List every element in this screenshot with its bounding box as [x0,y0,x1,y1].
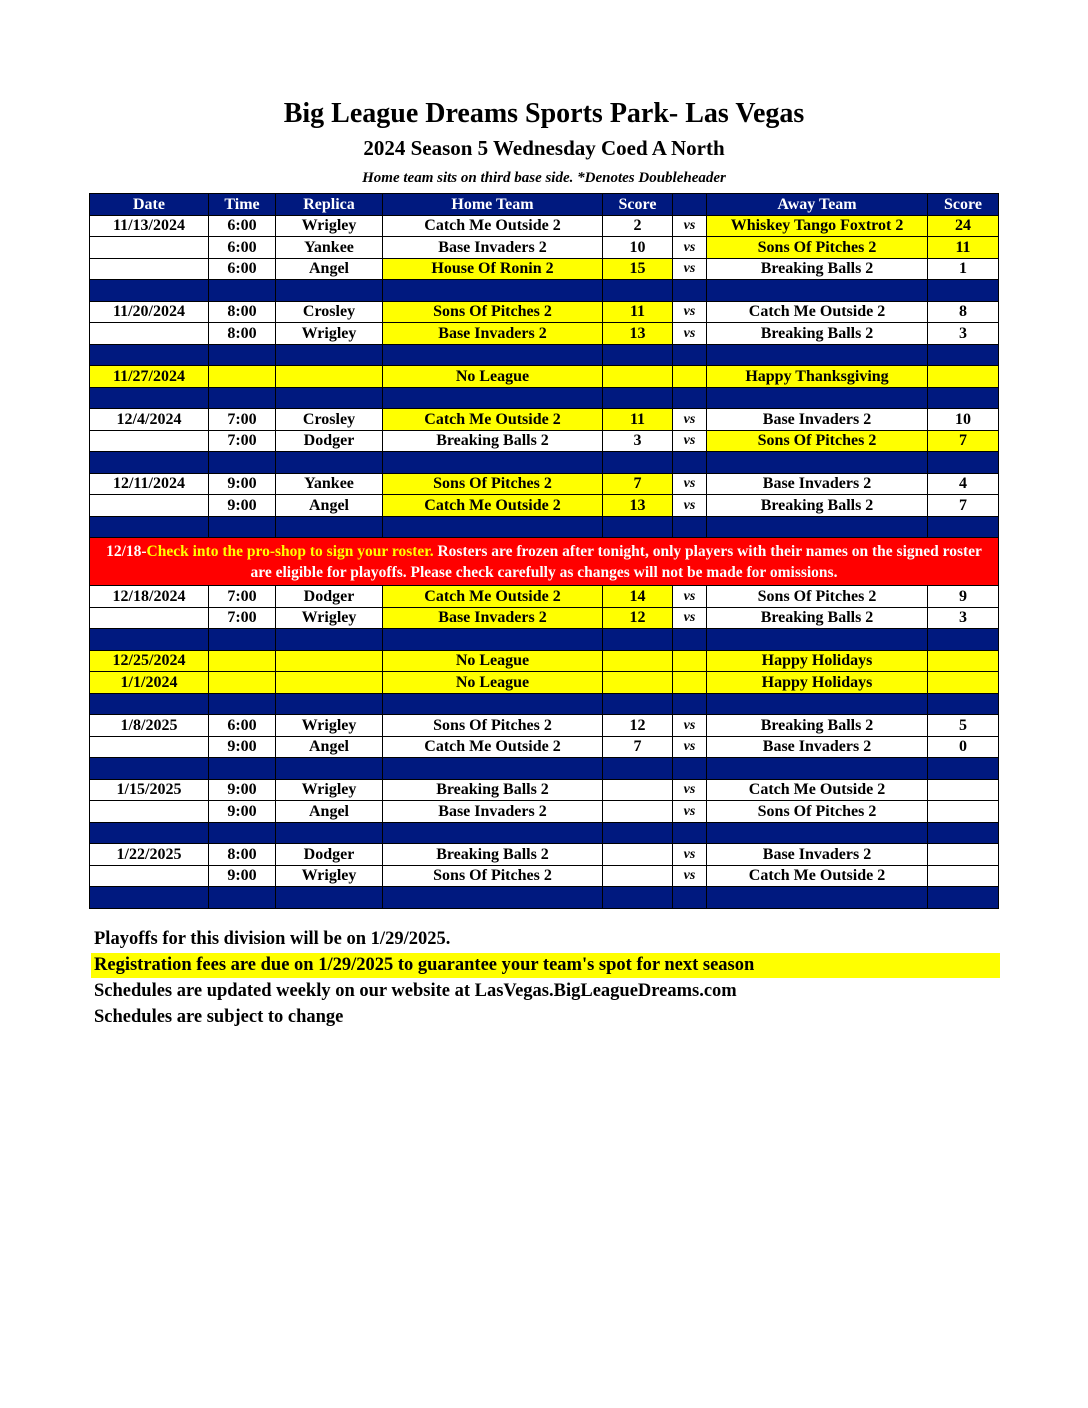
separator-cell [603,887,673,909]
date-cell: 12/4/2024 [90,409,209,431]
separator-cell [209,887,276,909]
separator-cell [603,280,673,302]
separator-cell [90,693,209,715]
home-score-cell [603,672,673,694]
separator-row [90,822,999,844]
date-cell: 11/27/2024 [90,366,209,388]
column-header-home-team: Home Team [383,194,603,216]
separator-cell [383,452,603,474]
separator-cell [928,693,999,715]
game-row [90,215,999,237]
away-score-cell [928,844,999,866]
game-row [90,801,999,823]
time-cell [209,672,276,694]
separator-cell [673,344,707,366]
separator-cell [673,887,707,909]
replica-cell: Crosley [276,409,383,431]
column-header-date: Date [90,194,209,216]
separator-cell [276,280,383,302]
home-team-cell: Catch Me Outside 2 [383,409,603,431]
home-score-cell: 10 [603,237,673,259]
game-row [90,409,999,431]
time-cell: 8:00 [209,301,276,323]
column-header-away-score: Score [928,194,999,216]
separator-cell [209,387,276,409]
schedule-table [89,193,999,909]
away-team-cell: Catch Me Outside 2 [707,865,928,887]
time-cell: 9:00 [209,865,276,887]
vs-cell: vs [673,409,707,431]
vs-cell: vs [673,715,707,737]
vs-cell: vs [673,237,707,259]
vs-cell: vs [673,801,707,823]
home-score-cell: 7 [603,736,673,758]
home-score-cell: 3 [603,430,673,452]
separator-cell [603,516,673,538]
separator-cell [276,516,383,538]
separator-cell [673,280,707,302]
replica-cell: Angel [276,495,383,517]
separator-cell [383,387,603,409]
separator-cell [90,629,209,651]
vs-cell: vs [673,473,707,495]
separator-cell [209,693,276,715]
game-row [90,607,999,629]
time-cell: 9:00 [209,801,276,823]
separator-cell [209,452,276,474]
away-score-cell: 3 [928,607,999,629]
time-cell: 9:00 [209,473,276,495]
home-team-cell: Sons Of Pitches 2 [383,865,603,887]
separator-cell [90,452,209,474]
replica-cell: Wrigley [276,607,383,629]
separator-cell [276,452,383,474]
time-cell: 8:00 [209,844,276,866]
separator-cell [209,516,276,538]
replica-cell: Angel [276,801,383,823]
date-cell: 1/15/2025 [90,779,209,801]
vs-cell: vs [673,323,707,345]
game-row [90,237,999,259]
home-score-cell [603,650,673,672]
separator-cell [209,822,276,844]
separator-cell [383,344,603,366]
separator-cell [673,822,707,844]
game-row [90,301,999,323]
separator-cell [707,887,928,909]
vs-cell: vs [673,736,707,758]
away-team-cell: Catch Me Outside 2 [707,779,928,801]
home-score-cell: 12 [603,715,673,737]
date-cell: 1/1/2024 [90,672,209,694]
separator-row [90,887,999,909]
home-score-cell [603,366,673,388]
separator-cell [276,387,383,409]
separator-cell [603,452,673,474]
roster-notice-row [90,538,999,586]
vs-cell: vs [673,495,707,517]
separator-cell [90,758,209,780]
away-team-cell: Catch Me Outside 2 [707,301,928,323]
playoffs-note: Playoffs for this division will be on 1/29/2025. [94,929,451,949]
separator-cell [928,822,999,844]
separator-row [90,629,999,651]
separator-cell [276,344,383,366]
separator-cell [276,629,383,651]
time-cell: 9:00 [209,779,276,801]
time-cell: 7:00 [209,430,276,452]
date-cell [90,865,209,887]
away-score-cell [928,366,999,388]
separator-cell [603,344,673,366]
separator-cell [928,516,999,538]
home-score-cell: 15 [603,258,673,280]
notice-text: Rosters are frozen after tonight, only players with their names on the signed roster are eligible for playoffs. Please check carefully as changes will not be made for omissions. [250,542,982,581]
separator-cell [707,280,928,302]
time-cell [209,366,276,388]
separator-cell [707,629,928,651]
replica-cell: Angel [276,736,383,758]
vs-cell [673,366,707,388]
away-team-cell: Whiskey Tango Foxtrot 2 [707,215,928,237]
separator-cell [707,344,928,366]
notice-highlight: Check into the pro-shop to sign your roster. [146,542,434,560]
home-score-cell: 14 [603,586,673,608]
holiday-label: Happy Holidays [707,672,928,694]
home-team-cell: Catch Me Outside 2 [383,215,603,237]
column-header-time: Time [209,194,276,216]
home-score-cell: 2 [603,215,673,237]
separator-cell [90,387,209,409]
no-league-label: No League [383,650,603,672]
away-score-cell: 10 [928,409,999,431]
separator-cell [928,629,999,651]
date-cell: 12/25/2024 [90,650,209,672]
separator-row [90,758,999,780]
away-team-cell: Base Invaders 2 [707,409,928,431]
date-cell [90,607,209,629]
separator-cell [383,629,603,651]
away-team-cell: Base Invaders 2 [707,844,928,866]
replica-cell: Dodger [276,844,383,866]
separator-cell [90,822,209,844]
away-score-cell: 1 [928,258,999,280]
separator-cell [209,758,276,780]
away-score-cell: 9 [928,586,999,608]
separator-cell [90,516,209,538]
date-cell: 11/13/2024 [90,215,209,237]
separator-cell [383,280,603,302]
home-team-cell: Sons Of Pitches 2 [383,715,603,737]
separator-row [90,693,999,715]
replica-cell: Wrigley [276,865,383,887]
separator-cell [928,344,999,366]
home-team-cell: Breaking Balls 2 [383,430,603,452]
separator-cell [603,822,673,844]
away-score-cell [928,672,999,694]
column-header-vs [673,194,707,216]
away-score-cell [928,801,999,823]
away-score-cell: 11 [928,237,999,259]
date-cell [90,258,209,280]
home-score-cell: 11 [603,301,673,323]
away-team-cell: Sons Of Pitches 2 [707,586,928,608]
vs-cell: vs [673,258,707,280]
replica-cell: Wrigley [276,323,383,345]
home-team-cell: Sons Of Pitches 2 [383,473,603,495]
home-score-cell: 13 [603,495,673,517]
replica-cell: Wrigley [276,779,383,801]
date-cell [90,237,209,259]
home-team-cell: Catch Me Outside 2 [383,495,603,517]
replica-cell: Wrigley [276,215,383,237]
registration-note: Registration fees are due on 1/29/2025 to guarantee your team's spot for next season [91,953,1000,978]
separator-cell [673,693,707,715]
vs-cell: vs [673,844,707,866]
separator-cell [383,516,603,538]
away-team-cell: Sons Of Pitches 2 [707,801,928,823]
separator-cell [673,452,707,474]
home-team-cell: Breaking Balls 2 [383,844,603,866]
separator-cell [603,693,673,715]
away-score-cell: 4 [928,473,999,495]
column-header-replica: Replica [276,194,383,216]
separator-cell [90,344,209,366]
date-cell: 1/22/2025 [90,844,209,866]
game-row [90,430,999,452]
time-cell: 6:00 [209,258,276,280]
separator-cell [707,693,928,715]
date-cell [90,430,209,452]
vs-cell [673,672,707,694]
separator-cell [90,887,209,909]
date-cell: 11/20/2024 [90,301,209,323]
separator-cell [209,280,276,302]
vs-cell: vs [673,430,707,452]
no-league-row [90,366,999,388]
away-score-cell: 0 [928,736,999,758]
date-cell: 12/18/2024 [90,586,209,608]
separator-cell [603,758,673,780]
time-cell: 9:00 [209,495,276,517]
game-row [90,323,999,345]
separator-cell [928,280,999,302]
separator-row [90,280,999,302]
vs-cell: vs [673,607,707,629]
replica-cell [276,366,383,388]
replica-cell [276,672,383,694]
column-header-away-team: Away Team [707,194,928,216]
change-note: Schedules are subject to change [94,1007,344,1027]
time-cell: 9:00 [209,736,276,758]
game-row [90,586,999,608]
home-team-cell: Sons Of Pitches 2 [383,301,603,323]
time-cell: 7:00 [209,586,276,608]
vs-cell [673,650,707,672]
replica-cell: Wrigley [276,715,383,737]
separator-cell [276,758,383,780]
game-row [90,473,999,495]
replica-cell: Crosley [276,301,383,323]
home-score-cell [603,801,673,823]
away-team-cell: Base Invaders 2 [707,473,928,495]
away-team-cell: Breaking Balls 2 [707,495,928,517]
roster-notice [90,538,999,586]
separator-cell [928,387,999,409]
away-score-cell: 24 [928,215,999,237]
home-score-cell [603,844,673,866]
away-score-cell [928,650,999,672]
notice-date: 12/18- [106,542,147,560]
separator-cell [707,387,928,409]
separator-cell [209,629,276,651]
separator-cell [603,387,673,409]
separator-cell [673,387,707,409]
schedule-body [90,215,999,908]
away-score-cell: 5 [928,715,999,737]
separator-cell [383,822,603,844]
away-team-cell: Sons Of Pitches 2 [707,430,928,452]
separator-cell [90,280,209,302]
replica-cell: Yankee [276,237,383,259]
replica-cell: Yankee [276,473,383,495]
separator-cell [707,452,928,474]
home-team-cell: Breaking Balls 2 [383,779,603,801]
time-cell: 8:00 [209,323,276,345]
no-league-row [90,650,999,672]
date-cell [90,736,209,758]
separator-cell [928,452,999,474]
home-score-cell [603,865,673,887]
away-team-cell: Breaking Balls 2 [707,715,928,737]
no-league-label: No League [383,672,603,694]
vs-cell: vs [673,215,707,237]
website-note: Schedules are updated weekly on our website at LasVegas.BigLeagueDreams.com [94,981,737,1001]
holiday-label: Happy Holidays [707,650,928,672]
separator-cell [603,629,673,651]
home-team-cell: House Of Ronin 2 [383,258,603,280]
separator-cell [707,822,928,844]
game-row [90,715,999,737]
no-league-row [90,672,999,694]
separator-cell [276,693,383,715]
game-row [90,258,999,280]
home-team-cell: Base Invaders 2 [383,801,603,823]
away-score-cell: 3 [928,323,999,345]
game-row [90,779,999,801]
home-team-cell: Catch Me Outside 2 [383,736,603,758]
away-team-cell: Breaking Balls 2 [707,323,928,345]
separator-cell [928,887,999,909]
replica-cell [276,650,383,672]
home-score-cell: 11 [603,409,673,431]
separator-cell [383,887,603,909]
time-cell: 7:00 [209,409,276,431]
schedule-note: Home team sits on third base side. *Denotes Doubleheader [362,170,726,186]
replica-cell: Dodger [276,586,383,608]
column-header-home-score: Score [603,194,673,216]
date-cell [90,801,209,823]
vs-cell: vs [673,865,707,887]
separator-row [90,344,999,366]
time-cell: 6:00 [209,215,276,237]
game-row [90,865,999,887]
date-cell [90,323,209,345]
home-team-cell: Base Invaders 2 [383,237,603,259]
vs-cell: vs [673,586,707,608]
date-cell: 1/8/2025 [90,715,209,737]
replica-cell: Dodger [276,430,383,452]
separator-cell [707,516,928,538]
time-cell: 6:00 [209,715,276,737]
separator-cell [673,629,707,651]
separator-cell [209,344,276,366]
separator-row [90,387,999,409]
home-team-cell: Catch Me Outside 2 [383,586,603,608]
vs-cell: vs [673,779,707,801]
home-score-cell: 7 [603,473,673,495]
separator-cell [928,758,999,780]
time-cell: 7:00 [209,607,276,629]
home-score-cell: 12 [603,607,673,629]
away-score-cell: 7 [928,495,999,517]
time-cell: 6:00 [209,237,276,259]
separator-row [90,516,999,538]
separator-cell [707,758,928,780]
date-cell: 12/11/2024 [90,473,209,495]
no-league-label: No League [383,366,603,388]
away-score-cell: 7 [928,430,999,452]
separator-cell [673,516,707,538]
separator-cell [276,887,383,909]
game-row [90,736,999,758]
away-team-cell: Base Invaders 2 [707,736,928,758]
separator-cell [276,822,383,844]
away-team-cell: Sons Of Pitches 2 [707,237,928,259]
table-header-row [90,194,999,216]
time-cell [209,650,276,672]
home-score-cell [603,779,673,801]
away-team-cell: Breaking Balls 2 [707,607,928,629]
away-score-cell [928,779,999,801]
replica-cell: Angel [276,258,383,280]
date-cell [90,495,209,517]
vs-cell: vs [673,301,707,323]
home-score-cell: 13 [603,323,673,345]
game-row [90,844,999,866]
home-team-cell: Base Invaders 2 [383,323,603,345]
page-subtitle: 2024 Season 5 Wednesday Coed A North [363,136,725,160]
home-team-cell: Base Invaders 2 [383,607,603,629]
holiday-label: Happy Thanksgiving [707,366,928,388]
separator-cell [383,758,603,780]
away-score-cell [928,865,999,887]
page-title: Big League Dreams Sports Park- Las Vegas [283,98,805,129]
game-row [90,495,999,517]
separator-cell [673,758,707,780]
separator-row [90,452,999,474]
away-score-cell: 8 [928,301,999,323]
separator-cell [383,693,603,715]
away-team-cell: Breaking Balls 2 [707,258,928,280]
